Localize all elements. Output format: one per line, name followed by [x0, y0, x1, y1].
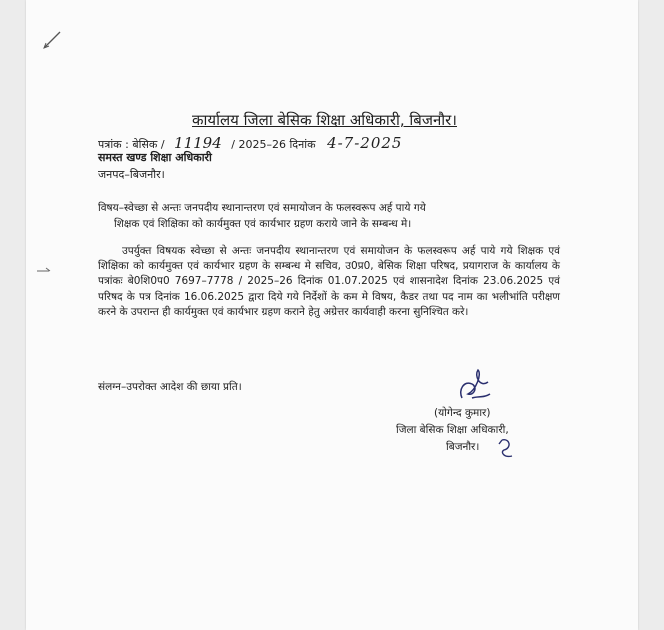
signature [454, 368, 494, 404]
ref-number: 11194 [174, 134, 222, 152]
recipient-line-2: जनपद–बिजनौर। [98, 168, 165, 181]
signatory-name: (योगेन्द कुमार) [434, 407, 491, 419]
enclosure-note: संलग्न–उपरोक्त आदेश की छाया प्रति। [98, 381, 242, 393]
recipient-line-1: समस्त खण्ड शिक्षा अधिकारी [98, 151, 212, 164]
margin-mark [36, 266, 52, 276]
signatory-place: बिजनौर। [446, 441, 480, 453]
signatory-title: जिला बेसिक शिक्षा अधिकारी, [396, 424, 509, 436]
letter-page [26, 0, 638, 630]
corner-pen-mark [42, 28, 64, 50]
ref-label: पत्रांक : बेसिक / [98, 138, 165, 151]
ref-date: 4-7-2025 [327, 134, 403, 152]
initials [496, 436, 518, 462]
body-paragraph: उपर्युक्त विषयक स्वेच्छा से अन्तः जनपदीय स्थानान्तरण एवं समायोजन के फलस्वरूप अर्ह पाये गये शिक्षक एवं शिक्षिका को कार्यमुक्त एवं कार्यभार ग्रहण के सम्बन्ध मे सचिव, उ0प्र0, बेसिक शिक्षा परिषद, प्रयागराज के कार्यालय के पत्रांकः बे0शि0प0 7697–7778 / 2025–26 दिनांक 01.07.2025 एवं शासनादेश दिनांक 23.06.2025 एवं परिषद के पत्र दिनांक 16.06.2025 द्वारा दिये गये निर्देशों के कम मे विषय, कैडर तथा पद नाम का भलीभांति परीक्षण करने के उपरान्त ही कार्यमुक्त एवं कार्यभार ग्रहण कराने हेतु अग्रेत्तर कार्यवाही करना सुनिश्चित करे। [98, 245, 560, 318]
ref-year: / 2025–26 दिनांक [231, 138, 316, 151]
office-heading: कार्यालय जिला बेसिक शिक्षा अधिकारी, बिजनौर। [192, 111, 457, 129]
subject-line-1: विषय–स्वेच्छा से अन्तः जनपदीय स्थानान्तरण एवं समायोजन के फलस्वरूप अर्ह पाये गये [98, 202, 426, 214]
subject-line-2: शिक्षक एवं शिक्षिका को कार्यमुक्त एवं कार्यभार ग्रहण कराये जाने के सम्बन्ध मे। [114, 218, 412, 230]
